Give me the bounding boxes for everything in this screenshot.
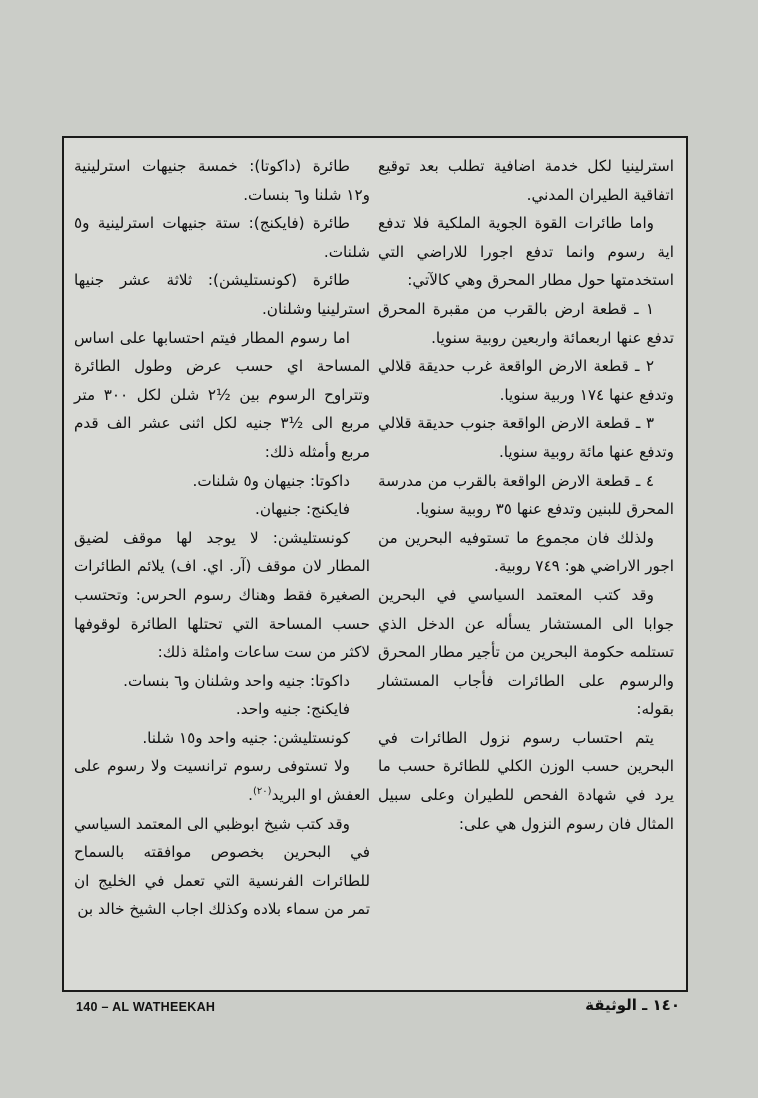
- text-frame: [62, 136, 688, 992]
- paragraph-end: .: [248, 786, 253, 805]
- paragraph: استرلينيا لكل خدمة اضافية تطلب بعد توقيع اتفاقية الطيران المدني.: [378, 157, 674, 204]
- paragraph: ٤ ـ قطعة الارض الواقعة بالقرب من مدرسة المحرق للبنين وتدفع عنها ٣٥ روبية سنويا.: [378, 471, 674, 519]
- paragraph: ١ ـ قطعة ارض بالقرب من مقبرة المحرق تدفع عنها اربعمائة واربعين روبية سنويا.: [378, 299, 674, 347]
- paragraph: فايكنج: جنيه واحد.: [235, 700, 350, 719]
- right-column: [378, 152, 674, 838]
- paragraph: وقد كتب المعتمد السياسي في البحرين جوابا الى المستشار يسأله عن الدخل الذي تستلمه حكومة البحرين من تأجير مطار المحرق والرسوم على الطائرات فأجاب المستشار بقوله:: [378, 585, 674, 719]
- paragraph: ٢ ـ قطعة الارض الواقعة غرب حديقة قلالي وتدفع عنها ١٧٤ وربية سنويا.: [378, 357, 674, 404]
- footer-english: 140 – AL WATHEEKAH: [76, 1000, 216, 1014]
- footnote-marker: (٢٠): [253, 786, 272, 797]
- paragraph: داكوتا: جنيه واحد وشلنان و٦ بنسات.: [123, 671, 350, 690]
- paragraph: كونستليشن: جنيه واحد و١٥ شلنا.: [142, 728, 350, 747]
- left-column: [74, 152, 370, 924]
- paragraph-with-footnote: [74, 752, 370, 809]
- paragraph: طائرة (كونستليشن): ثلاثة عشر جنيها استرلينيا وشلنان.: [74, 271, 370, 318]
- paragraph: اما رسوم المطار فيتم احتسابها على اساس المساحة اي حسب عرض وطول الطائرة وتتراوح الرسوم بين ½٢ شلن لكل ٣٠٠ متر مربع الى ½٣ جنيه لكل اثنى عشر الف قدم مربع وأمثله ذلك:: [74, 328, 370, 461]
- paragraph: داكوتا: جنيهان و٥ شلنات.: [192, 471, 350, 490]
- paragraph: واما طائرات القوة الجوية الملكية فلا تدفع اية رسوم وانما تدفع اجورا للاراضي التي استخدمتها حول مطار المحرق وهي كالآتي:: [378, 214, 674, 290]
- paragraph: ولذلك فان مجموع ما تستوفيه البحرين من اجور الاراضي هو: ٧٤٩ روبية.: [378, 528, 674, 576]
- footer-arabic: ١٤٠ ـ الوثيقة: [585, 996, 680, 1014]
- paragraph: طائرة (داكوتا): خمسة جنيهات استرلينية و١٢ شلنا و٦ بنسات.: [74, 157, 370, 204]
- paragraph: طائرة (فايكنج): ستة جنيهات استرلينية و٥ شلنات.: [74, 214, 370, 261]
- paragraph-text: ولا تستوفى رسوم ترانسيت ولا رسوم على العفش او البريد: [74, 757, 370, 805]
- paragraph: ٣ ـ قطعة الارض الواقعة جنوب حديقة قلالي وتدفع عنها مائة روبية سنويا.: [378, 414, 674, 461]
- paragraph: يتم احتساب رسوم نزول الطائرات في البحرين حسب الوزن الكلي للطائرة حسب ما يرد في شهادة الفحص للطيران وعلى سبيل المثال فان رسوم النزول هي على:: [378, 728, 674, 833]
- paragraph: وقد كتب شيخ ابوظبي الى المعتمد السياسي في البحرين بخصوص موافقته بالسماح للطائرات الفرنسية التي تعمل في الخليج ان تمر من سماء بلاده وكذلك اجاب الشيخ خالد بن: [74, 814, 370, 919]
- paragraph: فايكنج: جنيهان.: [255, 500, 350, 519]
- page-footer: [62, 996, 684, 1018]
- paragraph: كونستليشن: لا يوجد لها موقف لضيق المطار لان موقف (آر. اي. اف) يلائم الطائرات الصغيرة فقط وهناك رسوم الحرس: وتحتسب حسب المساحة التي تحتلها الطائرة لوقوفها لاكثر من ست ساعات وامثلة ذلك:: [74, 528, 370, 662]
